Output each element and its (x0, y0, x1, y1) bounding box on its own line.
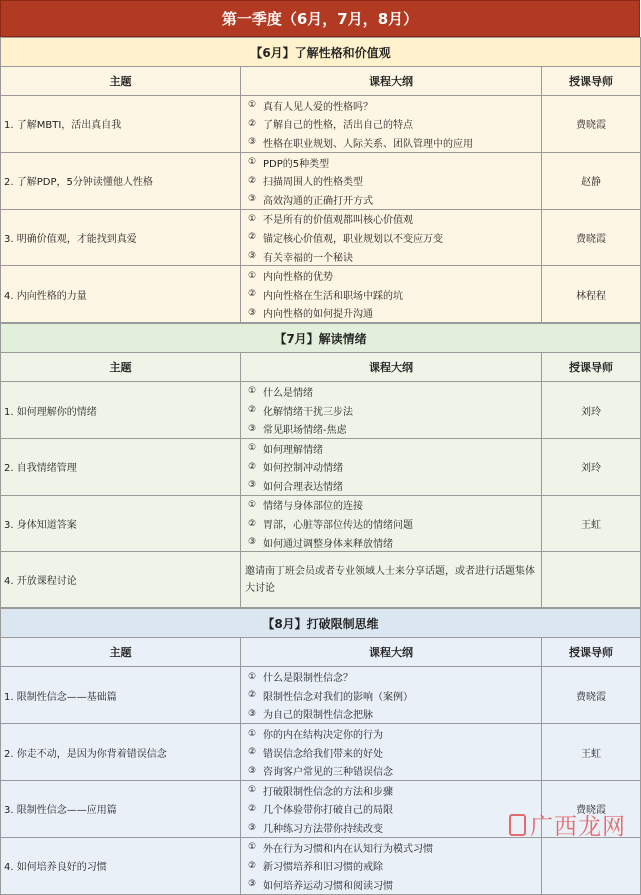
item-number: ① (247, 443, 257, 454)
teacher-cell: 费晓霞 (542, 667, 641, 724)
item-number: ① (247, 499, 257, 510)
header-outline: 课程大纲 (241, 638, 542, 667)
item-number: ② (247, 690, 257, 701)
outline-item (241, 96, 541, 115)
outline-item (241, 875, 541, 894)
outline-cell (241, 382, 542, 439)
item-number: ② (247, 405, 257, 416)
outline-item-text: 外在行为习惯和内在认知行为模式习惯 (263, 843, 433, 855)
teacher-cell: 刘玲 (542, 382, 641, 439)
topic-cell: 2. 自我情绪管理 (1, 438, 241, 495)
header-topic: 主题 (1, 638, 241, 667)
teacher-cell: 刘玲 (542, 438, 641, 495)
item-number: ② (247, 232, 257, 243)
outline-item-text: 几种练习方法带你持续改变 (263, 824, 383, 836)
header-topic: 主题 (1, 67, 241, 96)
outline-item (241, 228, 541, 247)
outline-item-text: 限制性信念对我们的影响（案例） (263, 691, 413, 703)
outline-item-text: 胃部，心脏等部位传达的情绪问题 (263, 520, 413, 532)
teacher-cell: 林程程 (542, 266, 641, 323)
outline-item (241, 439, 541, 458)
outline-item (241, 171, 541, 190)
item-number: ③ (247, 251, 257, 262)
outline-item-text: 内向性格的优势 (263, 272, 333, 284)
outline-item-text: 如何通过调整身体来释放情绪 (263, 538, 393, 550)
item-number: ③ (247, 137, 257, 148)
outline-item (241, 856, 541, 875)
table-row (1, 438, 641, 495)
outline-item-text: 如何控制冲动情绪 (263, 463, 343, 475)
item-number: ① (247, 842, 257, 853)
table-row (1, 266, 641, 323)
table-row (1, 209, 641, 266)
outline-item (241, 514, 541, 533)
topic-cell: 1. 如何理解你的情绪 (1, 382, 241, 439)
item-number: ① (247, 785, 257, 796)
outline-item (241, 133, 541, 152)
outline-item (241, 115, 541, 134)
outline-item-text: 新习惯培养和旧习惯的戒除 (263, 862, 383, 874)
outline-item (241, 781, 541, 800)
outline-item-text: PDP的5种类型 (263, 158, 330, 170)
outline-item-text: 了解自己的性格，活出自己的特点 (263, 120, 413, 132)
teacher-cell (542, 552, 641, 608)
outline-item-text: 扫描周围人的性格类型 (263, 177, 363, 189)
teacher-cell: 赵静 (542, 152, 641, 209)
outline-item-text: 内向性格在生活和职场中踩的坑 (263, 290, 403, 302)
outline-item-text: 你的内在结构决定你的行为 (263, 730, 383, 742)
outline-cell (241, 667, 542, 724)
item-number: ① (247, 270, 257, 281)
outline-item-text: 如何培养运动习惯和阅读习惯 (263, 880, 393, 892)
outline-item-text: 常见职场情绪-焦虑 (263, 425, 347, 437)
item-number: ② (247, 518, 257, 529)
outline-item-text: 不是所有的价值观都叫核心价值观 (263, 215, 413, 227)
table-row (1, 382, 641, 439)
page-title: 第一季度（6月，7月，8月） (0, 0, 640, 37)
header-outline: 课程大纲 (241, 353, 542, 382)
item-number: ③ (247, 879, 257, 890)
outline-item-text: 情绪与身体部位的连接 (263, 501, 363, 513)
item-number: ③ (247, 307, 257, 318)
topic-cell: 3. 限制性信念——应用篇 (1, 781, 241, 838)
outline-cell (241, 209, 542, 266)
outline-item (241, 724, 541, 743)
table-row (1, 96, 641, 153)
section-title: 【8月】打破限制思维 (1, 609, 641, 638)
outline-cell (241, 152, 542, 209)
teacher-cell (542, 837, 641, 894)
section-title: 【6月】了解性格和价值观 (1, 38, 641, 67)
table-row (1, 724, 641, 781)
teacher-cell: 王虹 (542, 495, 641, 552)
header-outline: 课程大纲 (241, 67, 542, 96)
outline-item (241, 761, 541, 780)
section-table (0, 608, 641, 894)
item-number: ③ (247, 423, 257, 434)
item-number: ② (247, 803, 257, 814)
outline-item-text: 什么是情绪 (263, 387, 313, 399)
header-teacher: 授课导师 (542, 353, 641, 382)
outline-item (241, 419, 541, 438)
outline-item (241, 686, 541, 705)
table-row (1, 152, 641, 209)
item-number: ① (247, 671, 257, 682)
outline-item (241, 838, 541, 857)
item-number: ② (247, 747, 257, 758)
section-table (0, 323, 641, 608)
outline-text: 邀请南丁班会员或者专业领域人士来分享话题，或者进行话题集体大讨论 (245, 565, 535, 594)
topic-cell: 1. 了解MBTI，活出真自我 (1, 96, 241, 153)
item-number: ③ (247, 480, 257, 491)
outline-item (241, 458, 541, 477)
outline-item-text: 打破限制性信念的方法和步骤 (263, 786, 393, 798)
outline-item-text: 内向性格的如何提升沟通 (263, 309, 373, 321)
outline-item (241, 476, 541, 495)
outline-item-text: 真有人见人爱的性格吗？ (263, 101, 373, 113)
table-row (1, 495, 641, 552)
outline-item (241, 210, 541, 229)
header-topic: 主题 (1, 353, 241, 382)
topic-cell: 2. 了解PDP，5分钟读懂他人性格 (1, 152, 241, 209)
schedule-tables (0, 37, 640, 895)
item-number: ② (247, 860, 257, 871)
item-number: ① (247, 728, 257, 739)
outline-item-text: 性格在职业规划、人际关系、团队管理中的应用 (263, 138, 473, 150)
outline-item (241, 496, 541, 515)
outline-item-text: 化解情绪干扰三步法 (263, 406, 353, 418)
topic-cell: 1. 限制性信念——基础篇 (1, 667, 241, 724)
outline-item-text: 锚定核心价值观，职业规划以不变应万变 (263, 233, 443, 245)
watermark-logo-icon (509, 814, 526, 836)
outline-item-text: 高效沟通的正确打开方式 (263, 195, 373, 207)
outline-item (241, 266, 541, 285)
teacher-cell: 费晓霞 (542, 209, 641, 266)
outline-cell (241, 96, 542, 153)
item-number: ① (247, 386, 257, 397)
teacher-cell: 费晓霞 (542, 96, 641, 153)
outline-item-text: 什么是限制性信念？ (263, 673, 353, 685)
section-title: 【7月】解读情绪 (1, 324, 641, 353)
outline-item-text: 错误信念给我们带来的好处 (263, 748, 383, 760)
item-number: ② (247, 118, 257, 129)
item-number: ③ (247, 765, 257, 776)
outline-cell (241, 724, 542, 781)
outline-cell (241, 495, 542, 552)
outline-cell (241, 266, 542, 323)
item-number: ③ (247, 822, 257, 833)
topic-cell: 3. 明确价值观，才能找到真爱 (1, 209, 241, 266)
outline-item (241, 190, 541, 209)
outline-item (241, 818, 541, 837)
outline-item (241, 533, 541, 552)
item-number: ① (247, 100, 257, 111)
outline-item-text: 有关幸福的一个秘诀 (263, 252, 353, 264)
outline-item-text: 咨询客户常见的三种错误信念 (263, 767, 393, 779)
item-number: ② (247, 289, 257, 300)
outline-item-text: 为自己的限制性信念把脉 (263, 710, 373, 722)
teacher-cell: 王虹 (542, 724, 641, 781)
outline-cell (241, 837, 542, 894)
outline-item (241, 743, 541, 762)
outline-item (241, 705, 541, 724)
item-number: ② (247, 461, 257, 472)
item-number: ③ (247, 194, 257, 205)
item-number: ① (247, 157, 257, 168)
outline-item (241, 667, 541, 686)
outline-item (241, 153, 541, 172)
watermark-text: 广西龙网 (530, 814, 626, 840)
outline-cell (241, 781, 542, 838)
table-row (1, 667, 641, 724)
item-number: ① (247, 213, 257, 224)
outline-item (241, 401, 541, 420)
section-table (0, 37, 641, 323)
table-row (1, 837, 641, 894)
item-number: ③ (247, 708, 257, 719)
outline-cell (241, 438, 542, 495)
header-teacher: 授课导师 (542, 638, 641, 667)
outline-item-text: 如何理解情绪 (263, 444, 323, 456)
outline-cell (241, 552, 542, 608)
topic-cell: 2. 你走不动，是因为你背着错误信念 (1, 724, 241, 781)
outline-item (241, 247, 541, 266)
table-row (1, 552, 641, 608)
topic-cell: 4. 开放课程讨论 (1, 552, 241, 608)
header-teacher: 授课导师 (542, 67, 641, 96)
teacher-cell: 费晓霞 (542, 781, 641, 838)
watermark (509, 808, 626, 841)
outline-item (241, 800, 541, 819)
topic-cell: 4. 内向性格的力量 (1, 266, 241, 323)
outline-item-text: 几个体验带你打破自己的局限 (263, 805, 393, 817)
topic-cell: 3. 身体知道答案 (1, 495, 241, 552)
topic-cell: 4. 如何培养良好的习惯 (1, 837, 241, 894)
outline-item (241, 304, 541, 323)
item-number: ② (247, 175, 257, 186)
item-number: ③ (247, 537, 257, 548)
outline-item (241, 285, 541, 304)
outline-item (241, 382, 541, 401)
outline-item-text: 如何合理表达情绪 (263, 481, 343, 493)
